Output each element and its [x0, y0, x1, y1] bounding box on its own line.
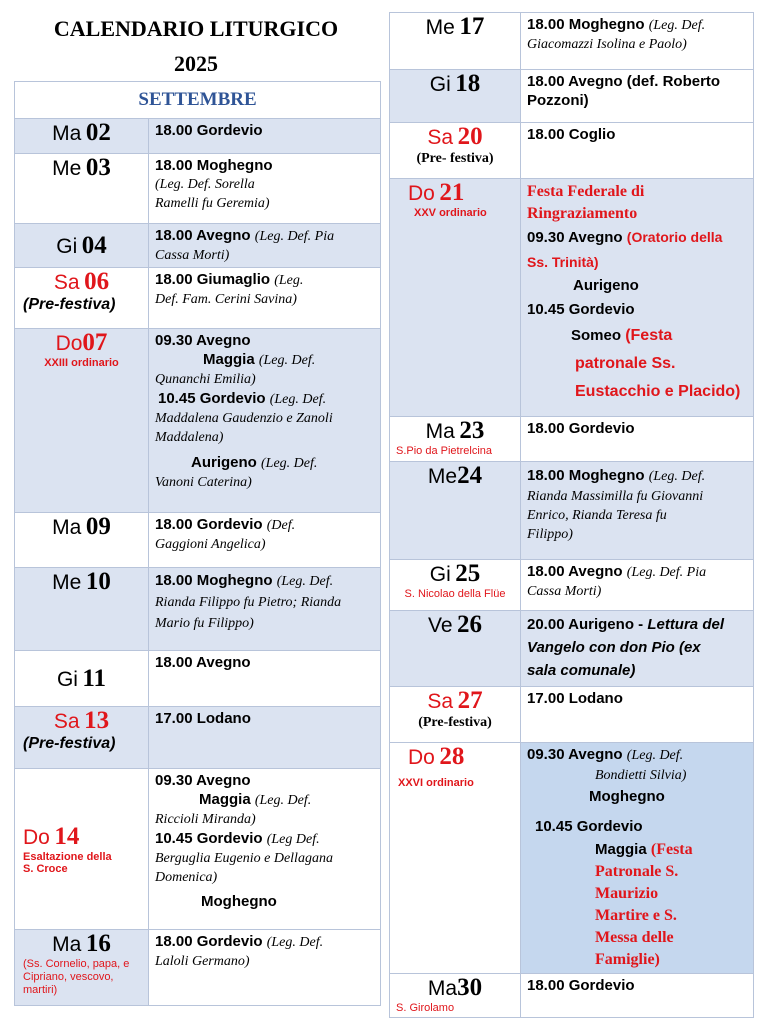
- event-line: Moghegno: [201, 893, 277, 910]
- day-cell: [390, 687, 521, 743]
- day-row: [390, 417, 754, 462]
- event-note: Rianda Filippo fu Pietro; Rianda: [155, 595, 342, 610]
- day-number: 16: [85, 930, 111, 957]
- day-row: [390, 560, 754, 611]
- day-row: [390, 687, 754, 743]
- day-number: 06: [84, 268, 110, 295]
- event-cell: [521, 179, 754, 417]
- event-line: 18.00 Coglio: [527, 126, 616, 143]
- weekday: Ma: [52, 516, 82, 539]
- event-line: 18.00 Gordevio: [155, 122, 263, 139]
- event-note: (Leg. Def. Pia: [626, 565, 707, 580]
- event-note: Filippo): [527, 527, 573, 542]
- event-note: Mario fu Filippo): [155, 616, 254, 631]
- day-row: [390, 179, 754, 417]
- liturgical-label: Esaltazione della: [23, 851, 112, 863]
- event-note: (Leg Def.: [266, 832, 320, 847]
- event-line: 20.00 Aurigeno -: [527, 616, 644, 633]
- event-note: (Leg. Def. Pia: [254, 229, 335, 244]
- event-line: 18.00 Gordevio: [155, 516, 263, 533]
- event-cell: [521, 462, 754, 560]
- weekday: Sa: [53, 710, 80, 733]
- weekday: Ma: [52, 933, 82, 956]
- event-cell: [149, 513, 381, 568]
- day-cell: [390, 70, 521, 123]
- day-cell: [15, 154, 149, 224]
- event-line: 18.00 Giumaglio: [155, 271, 271, 288]
- day-number: 24: [457, 462, 483, 489]
- event-note: Eustacchio e Placido): [575, 383, 741, 400]
- day-row: [15, 707, 381, 769]
- weekday: Gi: [429, 73, 451, 96]
- weekday: Gi: [429, 563, 451, 586]
- weekday: Sa: [427, 690, 454, 713]
- event-note: (Leg. Def.: [276, 574, 334, 589]
- event-cell: [149, 268, 381, 329]
- event-note: Cassa Morti): [527, 584, 602, 599]
- day-cell: [15, 769, 149, 930]
- day-cell: [15, 930, 149, 1006]
- event-note: sala comunale): [527, 662, 636, 679]
- month-header: SETTEMBRE: [15, 82, 381, 119]
- event-cell: [149, 930, 381, 1006]
- event-note: (Festa: [625, 327, 673, 344]
- event-note: (Leg. Def. Sorella: [155, 177, 255, 192]
- saint-label: (Ss. Cornelio, papa, e Cipriano, vescovo, martiri): [23, 958, 130, 996]
- event-note: Patronale S.: [595, 863, 679, 880]
- weekday: Sa: [427, 126, 454, 149]
- day-number: 21: [439, 179, 465, 206]
- day-row: [390, 974, 754, 1018]
- event-cell: [149, 154, 381, 224]
- event-line: 18.00 Moghegno: [527, 16, 645, 33]
- event-note: Domenica): [155, 870, 218, 885]
- day-number: 03: [85, 154, 111, 181]
- weekday: Ve: [428, 614, 453, 637]
- day-row: [390, 743, 754, 974]
- event-note: Berguglia Eugenio e Dellagana: [155, 851, 333, 866]
- saint-label: S. Nicolao della Flüe: [404, 588, 506, 600]
- day-number: 14: [54, 823, 80, 850]
- feast-title: Ringraziamento: [527, 205, 638, 222]
- day-cell: [390, 123, 521, 179]
- event-line: 18.00 Moghegno: [155, 572, 273, 589]
- event-note: Maddalena): [155, 430, 224, 445]
- day-cell: [15, 329, 149, 513]
- event-note: Qunanchi Emilia): [155, 372, 256, 387]
- event-line: 10.45 Gordevio: [158, 390, 266, 407]
- saint-label: S.Pio da Pietrelcina: [396, 445, 492, 457]
- weekday: Ma: [425, 420, 455, 443]
- event-cell: [521, 13, 754, 70]
- calendar-left: [14, 81, 381, 1006]
- day-cell: [390, 743, 521, 974]
- event-note: Lettura del: [647, 616, 724, 633]
- event-cell: [149, 707, 381, 769]
- day-row: [390, 70, 754, 123]
- weekday: Do: [408, 182, 435, 205]
- event-cell: [521, 560, 754, 611]
- day-cell: [15, 651, 149, 707]
- weekday: Gi: [56, 667, 78, 691]
- day-cell: [15, 268, 149, 329]
- event-line: 17.00 Lodano: [155, 710, 251, 727]
- day-number: 28: [439, 743, 465, 770]
- day-cell: [15, 707, 149, 769]
- event-note: Cassa Morti): [155, 248, 230, 263]
- event-note: Martire e S.: [595, 907, 677, 924]
- event-line: 09.30 Avegno: [527, 229, 623, 246]
- day-number: 02: [85, 119, 111, 146]
- day-number: 13: [84, 707, 110, 734]
- weekday: Me: [425, 16, 455, 39]
- day-cell: [390, 417, 521, 462]
- event-line: 18.00 Gordevio: [155, 933, 263, 950]
- page-title: CALENDARIO LITURGICO: [53, 16, 339, 41]
- weekday: Do: [23, 826, 50, 849]
- event-line: Aurigeno: [573, 277, 639, 294]
- event-note: Bondietti Silvia): [595, 768, 687, 783]
- event-cell: [149, 568, 381, 651]
- event-line: 18.00 Avegno: [155, 654, 251, 671]
- event-note: (Leg. Def.: [648, 469, 706, 484]
- liturgical-label: XXIII ordinario: [44, 357, 119, 369]
- day-cell: [390, 462, 521, 560]
- event-line: 09.30 Avegno: [527, 746, 623, 763]
- event-cell: [521, 611, 754, 687]
- event-line: 18.00 Moghegno: [527, 467, 645, 484]
- event-cell: [149, 329, 381, 513]
- day-row: [390, 123, 754, 179]
- event-note: patronale Ss.: [575, 355, 676, 372]
- event-note: (Def.: [266, 518, 296, 533]
- day-number: 17: [459, 13, 485, 40]
- event-line: 17.00 Lodano: [527, 690, 623, 707]
- day-number: 27: [457, 687, 483, 714]
- event-note: (Festa: [650, 841, 693, 858]
- event-line: Aurigeno: [191, 454, 257, 471]
- day-cell: [390, 13, 521, 70]
- event-note: Laloli Germano): [155, 954, 250, 969]
- event-cell: [149, 119, 381, 154]
- event-cell: [521, 687, 754, 743]
- event-note: Rianda Massimilla fu Giovanni: [527, 489, 704, 504]
- weekday: Me: [52, 571, 82, 594]
- event-cell: [521, 123, 754, 179]
- event-note: (Leg. Def.: [258, 353, 316, 368]
- page-year: 2025: [174, 51, 218, 76]
- event-line: Someo: [571, 327, 622, 344]
- prefestiva-label: (Pre-festiva): [23, 735, 116, 752]
- weekday: Sa: [53, 271, 80, 294]
- weekday: Me: [52, 157, 82, 180]
- event-line: 18.00 Avegno: [155, 227, 251, 244]
- day-number: 23: [459, 417, 485, 444]
- day-row: [15, 224, 381, 268]
- feast-title: Festa Federale di: [527, 183, 645, 200]
- day-number: 09: [85, 513, 111, 540]
- calendar-right: [389, 12, 754, 1018]
- event-cell: [521, 974, 754, 1018]
- prefestiva-label: (Pre- festiva): [416, 151, 494, 166]
- weekday: Me: [427, 465, 458, 488]
- event-line: Moghegno: [589, 788, 665, 805]
- day-row: [15, 651, 381, 707]
- day-row: [15, 329, 381, 513]
- liturgical-label: XXV ordinario: [414, 207, 487, 219]
- day-cell: [390, 179, 521, 417]
- event-note: (Leg.: [274, 273, 304, 288]
- event-note: Maurizio: [595, 885, 659, 902]
- day-cell: [390, 611, 521, 687]
- event-cell: [521, 417, 754, 462]
- day-number: 25: [455, 560, 481, 587]
- day-number: 30: [457, 974, 483, 1001]
- day-row: [15, 119, 381, 154]
- day-cell: [15, 513, 149, 568]
- day-row: [15, 568, 381, 651]
- weekday: Do: [408, 746, 435, 769]
- day-cell: [15, 568, 149, 651]
- prefestiva-label: (Pre-festiva): [418, 715, 492, 730]
- day-cell: [390, 560, 521, 611]
- event-note: (Oratorio della: [626, 229, 723, 245]
- day-row: [15, 513, 381, 568]
- event-note: (Leg. Def.: [648, 18, 706, 33]
- event-note: Enrico, Rianda Teresa fu: [527, 508, 667, 523]
- event-line: 18.00 Avegno: [527, 563, 623, 580]
- day-number: 20: [457, 123, 483, 150]
- event-line: 10.45 Gordevio: [527, 301, 635, 318]
- event-note: (Leg. Def.: [261, 456, 318, 471]
- day-cell: [15, 224, 149, 268]
- weekday: Ma: [427, 977, 458, 1000]
- day-number: 10: [85, 568, 111, 595]
- event-cell: [149, 651, 381, 707]
- saint-label: S. Girolamo: [396, 1002, 455, 1014]
- event-note: Vanoni Caterina): [155, 475, 252, 490]
- day-row: [15, 154, 381, 224]
- event-note: (Leg. Def.: [269, 392, 327, 407]
- event-note: Gaggioni Angelica): [155, 537, 266, 552]
- event-note: Maddalena Gaudenzio e Zanoli: [155, 411, 333, 426]
- event-line: 18.00 Moghegno: [155, 157, 273, 174]
- event-note: Vangelo con don Pio (ex: [527, 639, 701, 656]
- event-cell: [521, 743, 754, 974]
- event-note: Famiglie): [595, 951, 660, 968]
- event-line: 09.30 Avegno: [155, 772, 251, 789]
- event-line: Maggia: [203, 351, 255, 368]
- day-row: [15, 268, 381, 329]
- event-note: Riccioli Miranda): [155, 812, 256, 827]
- event-note: Def. Fam. Cerini Savina): [155, 292, 297, 307]
- day-cell: [15, 119, 149, 154]
- day-number: 11: [82, 664, 107, 692]
- event-note: (Leg. Def.: [254, 793, 312, 808]
- liturgical-label: S. Croce: [23, 863, 68, 875]
- event-cell: [149, 769, 381, 930]
- day-cell: [390, 974, 521, 1018]
- day-number: 26: [456, 611, 482, 638]
- event-note: Giacomazzi Isolina e Paolo): [527, 37, 687, 52]
- day-row: [390, 611, 754, 687]
- weekday: Gi: [56, 234, 78, 258]
- event-line: 18.00 Avegno (def. Roberto: [527, 73, 721, 90]
- day-row: [15, 930, 381, 1006]
- day-number: 18: [455, 70, 481, 97]
- event-line: 18.00 Gordevio: [527, 977, 635, 994]
- event-note: Messa delle: [595, 929, 674, 946]
- event-note: (Leg. Def.: [266, 935, 324, 950]
- weekday: Do: [55, 332, 83, 355]
- day-number: 04: [81, 231, 107, 259]
- weekday: Ma: [52, 122, 82, 145]
- event-note: Ss. Trinità): [527, 254, 599, 270]
- event-cell: [521, 70, 754, 123]
- event-line: 18.00 Gordevio: [527, 420, 635, 437]
- liturgical-label: XXVI ordinario: [398, 777, 474, 789]
- event-cell: [149, 224, 381, 268]
- event-line: 10.45 Gordevio: [535, 818, 643, 835]
- day-row: [390, 13, 754, 70]
- event-line: Maggia: [595, 841, 647, 858]
- event-line: 10.45 Gordevio: [155, 830, 263, 847]
- event-line: Maggia: [199, 791, 251, 808]
- event-note: (Leg. Def.: [626, 748, 684, 763]
- day-row: [15, 769, 381, 930]
- event-line: Pozzoni): [527, 92, 589, 109]
- day-number: 07: [82, 329, 108, 356]
- event-line: 09.30 Avegno: [155, 332, 251, 349]
- prefestiva-label: (Pre-festiva): [23, 296, 116, 313]
- day-row: [390, 462, 754, 560]
- event-note: Ramelli fu Geremia): [155, 196, 270, 211]
